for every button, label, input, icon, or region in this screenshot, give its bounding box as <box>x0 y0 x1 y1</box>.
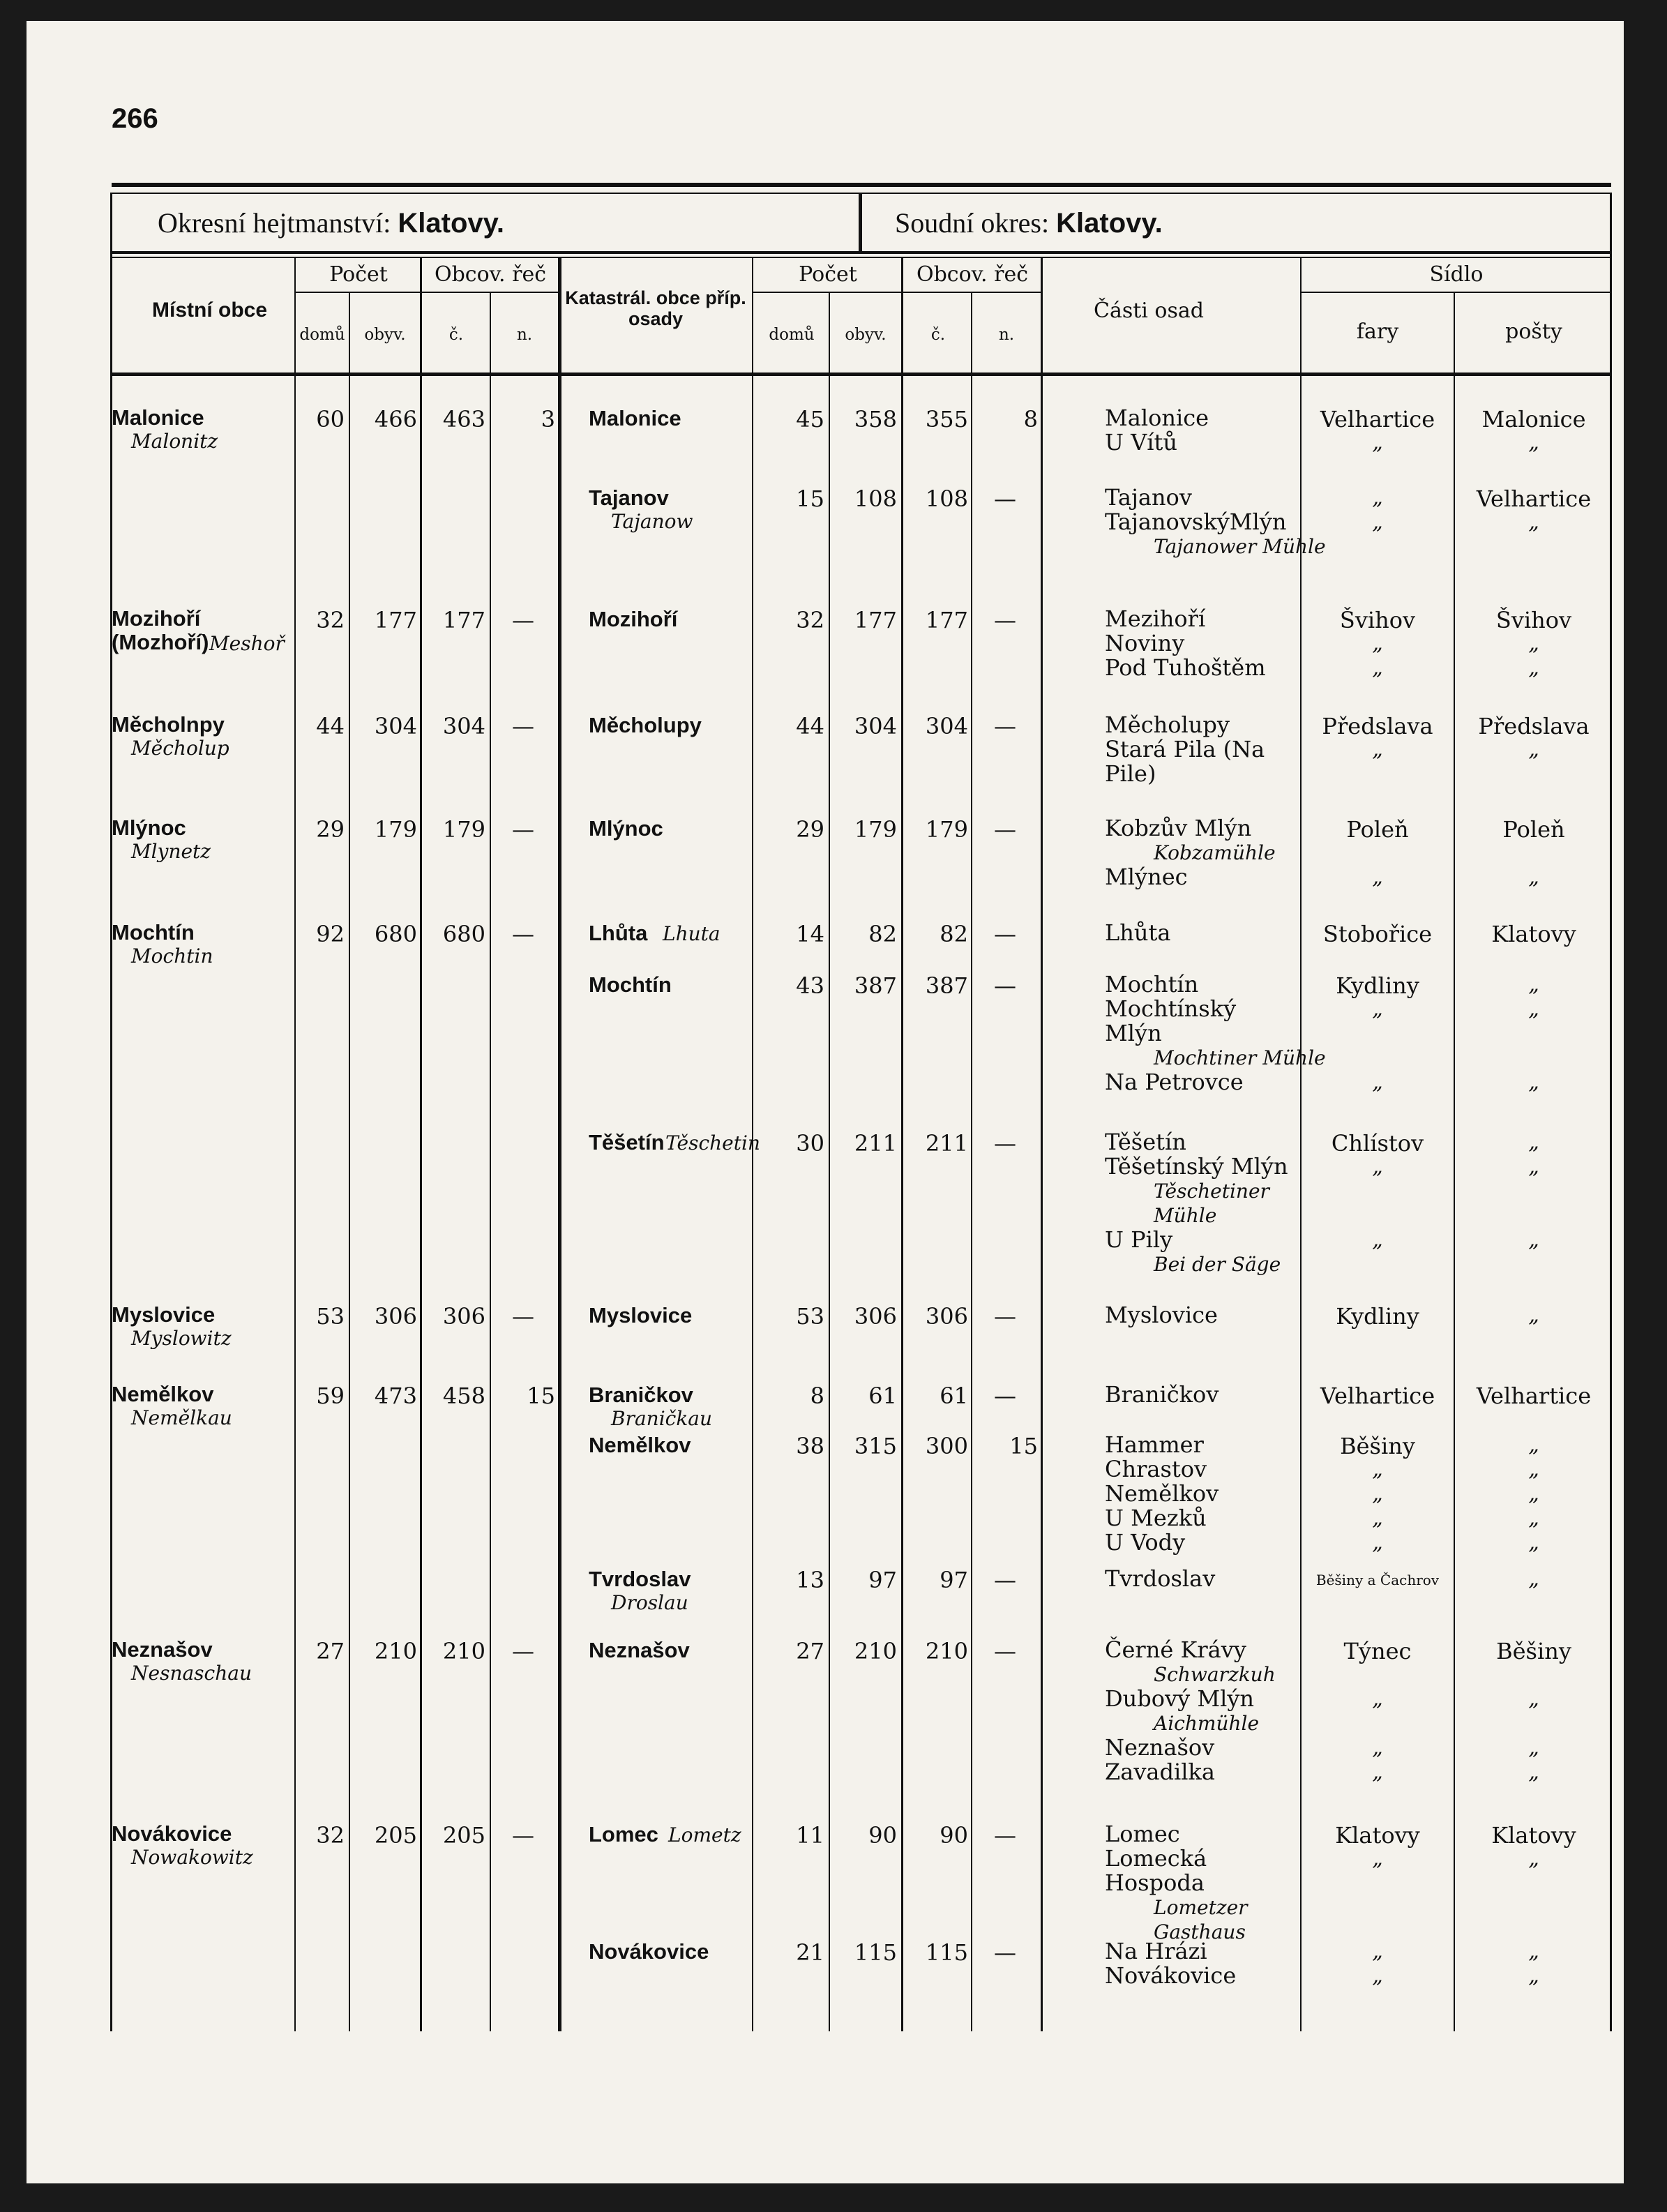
cad-inhabitants: 179 <box>854 816 897 843</box>
lang-czech: 177 <box>442 607 485 633</box>
settlement-part: Kobzův Mlýn <box>1105 815 1252 841</box>
col-obyv-1: obyv. <box>364 326 406 344</box>
title-rule-thin <box>112 257 1611 258</box>
parish-seat: „ <box>1372 997 1383 1021</box>
district-value: Klatovy. <box>398 208 505 239</box>
parish-seat: Předslava <box>1322 713 1433 739</box>
cadastral-german: Lhuta <box>663 922 721 945</box>
vline-left <box>110 193 112 2031</box>
parish-seat: „ <box>1372 510 1383 534</box>
settlement-part: Na Petrovce <box>1105 1069 1244 1095</box>
settlement-part-german: Těschetiner Mühle <box>1154 1180 1269 1227</box>
municipality-name: Myslovice <box>112 1302 216 1327</box>
post-seat: Poleň <box>1502 816 1565 843</box>
settlement-part: Těšetín <box>1105 1129 1186 1155</box>
settlement-part: Těšetínský Mlýn <box>1105 1153 1288 1180</box>
parish-seat: „ <box>1372 430 1383 455</box>
cad-czech: 300 <box>925 1433 968 1459</box>
cad-german: — <box>994 1822 1016 1849</box>
vline-4 <box>490 293 491 2031</box>
post-seat: Předslava <box>1478 713 1590 739</box>
cad-inhabitants: 358 <box>854 406 897 432</box>
parish-seat: Běšiny a Čachrov <box>1315 1572 1440 1588</box>
cad-inhabitants: 387 <box>854 972 897 999</box>
cad-czech: 304 <box>925 713 968 739</box>
post-seat: „ <box>1528 1687 1539 1711</box>
col-posty: pošty <box>1505 319 1562 344</box>
cad-houses: 32 <box>796 607 824 633</box>
court-value: Klatovy. <box>1056 208 1163 239</box>
settlement-part: Pod Tuhoštěm <box>1105 654 1266 681</box>
cad-inhabitants: 61 <box>868 1383 897 1409</box>
parish-seat: „ <box>1372 1736 1383 1760</box>
lang-german: — <box>512 816 534 843</box>
settlement-part: Lomec <box>1105 1821 1180 1847</box>
count-inhabitants: 304 <box>374 713 417 739</box>
cad-houses: 8 <box>810 1383 824 1409</box>
settlement-part: Na Hrázi <box>1105 1938 1207 1964</box>
post-seat: „ <box>1528 865 1539 889</box>
cad-houses: 27 <box>796 1638 824 1664</box>
municipality-name: Mochtín <box>112 920 195 945</box>
cad-houses: 14 <box>796 921 824 947</box>
vline-12 <box>1454 293 1455 2031</box>
cad-czech: 108 <box>925 486 968 512</box>
settlement-part: Lhůta <box>1105 919 1171 946</box>
post-seat: „ <box>1528 656 1539 680</box>
cad-czech: 90 <box>940 1822 968 1849</box>
post-seat: „ <box>1528 1567 1539 1591</box>
post-seat: „ <box>1528 1736 1539 1760</box>
parish-seat: Kydliny <box>1336 972 1419 999</box>
cadastral-name: Novákovice <box>589 1939 709 1964</box>
parish-seat: „ <box>1372 1760 1383 1784</box>
municipality-german: Mlynetz <box>131 840 211 863</box>
cad-inhabitants: 115 <box>854 1939 897 1966</box>
municipality-name: Neznašov <box>112 1637 213 1662</box>
settlement-part-german: Tajanower Mühle <box>1154 535 1326 558</box>
lang-german: — <box>512 1303 534 1330</box>
municipality-name: Malonice <box>112 405 204 430</box>
col-c-2: č. <box>930 326 946 344</box>
count-inhabitants: 179 <box>374 816 417 843</box>
top-rule <box>112 183 1611 187</box>
cad-houses: 45 <box>796 406 824 432</box>
settlement-part-german: Bei der Säge <box>1154 1253 1281 1276</box>
cad-german: 8 <box>1023 406 1038 432</box>
cad-inhabitants: 97 <box>868 1567 897 1593</box>
post-seat: „ <box>1528 1130 1539 1154</box>
cad-czech: 355 <box>925 406 968 432</box>
settlement-part: Mlýnec <box>1105 864 1188 890</box>
parish-seat: „ <box>1372 1964 1383 1988</box>
cad-houses: 38 <box>796 1433 824 1459</box>
cad-german: — <box>994 1638 1016 1664</box>
col-fary: fary <box>1356 319 1399 344</box>
lang-german: — <box>512 921 534 947</box>
post-seat: Malonice <box>1481 406 1586 432</box>
settlement-part: Dubový Mlýn <box>1105 1685 1255 1712</box>
cadastral-name: Nemělkov <box>589 1433 691 1457</box>
municipality-german: Měcholup <box>131 737 229 760</box>
cad-houses: 21 <box>796 1939 824 1966</box>
parish-seat: „ <box>1372 1687 1383 1711</box>
cad-czech: 82 <box>940 921 968 947</box>
post-seat: „ <box>1528 631 1539 656</box>
vline-2 <box>349 293 350 2031</box>
lang-czech: 458 <box>442 1383 485 1409</box>
cad-inhabitants: 306 <box>854 1303 897 1330</box>
cadastral-name: Lomec <box>589 1822 658 1846</box>
cad-houses: 15 <box>796 486 824 512</box>
col-casti-osad: Části osad <box>1094 299 1204 323</box>
count-houses: 53 <box>316 1303 345 1330</box>
cadastral-german: Droslau <box>611 1591 688 1614</box>
parish-seat: „ <box>1372 1506 1383 1530</box>
cad-inhabitants: 177 <box>854 607 897 633</box>
municipality-name: Měcholnpy <box>112 712 225 737</box>
cad-czech: 306 <box>925 1303 968 1330</box>
count-houses: 32 <box>316 607 345 633</box>
cad-czech: 211 <box>925 1130 968 1157</box>
parish-seat: Týnec <box>1343 1638 1412 1664</box>
settlement-part: Neznašov <box>1105 1734 1215 1761</box>
parish-seat: Poleň <box>1346 816 1409 843</box>
parish-seat: „ <box>1372 1228 1383 1252</box>
municipality-german: Meshoř <box>209 632 285 655</box>
post-seat: „ <box>1528 1964 1539 1988</box>
post-seat: „ <box>1528 737 1539 762</box>
col-pocet-2: Počet <box>799 262 857 287</box>
settlement-part: Tajanov <box>1105 484 1192 511</box>
hdr-sub-rule-1 <box>294 292 559 293</box>
settlement-part: Mezihoří <box>1105 605 1206 632</box>
post-seat: „ <box>1528 1433 1539 1457</box>
cad-german: — <box>994 1303 1016 1330</box>
court-label: Soudní okres: <box>895 207 1050 239</box>
parish-seat: „ <box>1372 1530 1383 1555</box>
lang-czech: 304 <box>442 713 485 739</box>
cad-houses: 29 <box>796 816 824 843</box>
post-seat: Klatovy <box>1491 921 1576 947</box>
col-obcov-2: Obcov. řeč <box>916 262 1029 287</box>
municipality-german: Nemělkau <box>131 1406 232 1429</box>
cad-german: — <box>994 1939 1016 1966</box>
settlement-part-german: Lometzer Gasthaus <box>1154 1896 1248 1943</box>
cadastral-name: Myslovice <box>589 1303 693 1327</box>
settlement-part: Tvrdoslav <box>1105 1565 1216 1592</box>
cad-german: — <box>994 607 1016 633</box>
vline-5 <box>558 258 561 2031</box>
post-seat: Běšiny <box>1496 1638 1571 1664</box>
cad-houses: 53 <box>796 1303 824 1330</box>
parish-seat: „ <box>1372 1070 1383 1094</box>
post-seat: „ <box>1528 997 1539 1021</box>
vline-7 <box>829 293 830 2031</box>
parish-seat: „ <box>1372 1846 1383 1871</box>
post-seat: „ <box>1528 510 1539 534</box>
count-houses: 60 <box>316 406 345 432</box>
post-seat: Velhartice <box>1476 486 1592 512</box>
settlement-part-german: Mochtiner Mühle <box>1154 1046 1326 1069</box>
count-houses: 59 <box>316 1383 345 1409</box>
lang-czech: 680 <box>442 921 485 947</box>
count-inhabitants: 177 <box>374 607 417 633</box>
cadastral-name: Neznašov <box>589 1638 690 1662</box>
cad-houses: 43 <box>796 972 824 999</box>
col-obyv-2: obyv. <box>845 326 887 344</box>
settlement-part: Zavadilka <box>1105 1759 1215 1785</box>
post-seat: Švihov <box>1495 607 1572 633</box>
settlement-part: Mochtín <box>1105 971 1199 998</box>
parish-seat: „ <box>1372 1154 1383 1179</box>
cadastral-german: Těschetin <box>665 1131 760 1154</box>
cad-inhabitants: 315 <box>854 1433 897 1459</box>
cadastral-name: Mochtín <box>589 972 672 997</box>
col-n-2: n. <box>998 326 1015 344</box>
settlement-part: Malonice <box>1105 405 1209 431</box>
count-houses: 27 <box>316 1638 345 1664</box>
settlement-part: Noviny <box>1105 630 1185 656</box>
cad-inhabitants: 82 <box>868 921 897 947</box>
cad-inhabitants: 211 <box>854 1130 897 1157</box>
col-obcov-1: Obcov. řeč <box>434 262 547 287</box>
cad-czech: 61 <box>940 1383 968 1409</box>
cad-czech: 387 <box>925 972 968 999</box>
cad-german: — <box>994 1383 1016 1409</box>
municipality-name: Mlýnoc <box>112 815 186 840</box>
parish-seat: „ <box>1372 865 1383 889</box>
count-inhabitants: 306 <box>374 1303 417 1330</box>
settlement-part: U Mezků <box>1105 1505 1207 1531</box>
settlement-part: Lomecká Hospoda <box>1105 1845 1207 1896</box>
count-houses: 92 <box>316 921 345 947</box>
lang-czech: 205 <box>442 1822 485 1849</box>
municipality-name: Mozihoří (Mozhoří) <box>112 606 209 654</box>
settlement-part: Hammer <box>1105 1431 1204 1458</box>
settlement-part-german: Aichmühle <box>1154 1712 1260 1735</box>
cad-german: 15 <box>1009 1433 1038 1459</box>
settlement-part-german: Kobzamühle <box>1154 841 1276 864</box>
cadastral-name: Lhůta <box>589 921 648 945</box>
post-seat: „ <box>1528 1303 1539 1327</box>
count-houses: 32 <box>316 1822 345 1849</box>
col-pocet-1: Počet <box>329 262 388 287</box>
count-inhabitants: 680 <box>374 921 417 947</box>
cad-german: — <box>994 486 1016 512</box>
cad-inhabitants: 108 <box>854 486 897 512</box>
title-rule <box>112 251 1611 254</box>
post-seat: „ <box>1528 1154 1539 1179</box>
parish-seat: Klatovy <box>1335 1822 1420 1849</box>
cad-houses: 30 <box>796 1130 824 1157</box>
lang-german: — <box>512 1638 534 1664</box>
municipality-german: Nowakowitz <box>131 1846 253 1869</box>
lang-czech: 306 <box>442 1303 485 1330</box>
cadastral-name: Mlýnoc <box>589 816 663 841</box>
district-title <box>158 206 504 239</box>
settlement-part: Měcholupy <box>1105 712 1230 738</box>
post-seat: „ <box>1528 1530 1539 1555</box>
parish-seat: „ <box>1372 1457 1383 1482</box>
header-bottom-rule <box>112 373 1611 376</box>
post-seat: Velhartice <box>1476 1383 1592 1409</box>
cadastral-name: Braničkov <box>589 1383 693 1407</box>
page-number: 266 <box>112 103 158 134</box>
post-seat: Klatovy <box>1491 1822 1576 1849</box>
col-domu-1: domů <box>299 326 345 344</box>
settlement-part: Černé Krávy <box>1105 1637 1246 1663</box>
cad-german: — <box>994 1130 1016 1157</box>
count-houses: 29 <box>316 816 345 843</box>
hdr-sub-rule-3 <box>1300 292 1611 293</box>
parish-seat: Švihov <box>1339 607 1416 633</box>
col-domu-2: domů <box>769 326 815 344</box>
settlement-part: Braničkov <box>1105 1381 1219 1408</box>
cadastral-name: Tvrdoslav <box>589 1567 691 1591</box>
count-inhabitants: 210 <box>374 1638 417 1664</box>
post-seat: „ <box>1528 1760 1539 1784</box>
parish-seat: „ <box>1372 737 1383 762</box>
cad-german: — <box>994 921 1016 947</box>
settlement-part-german: Schwarzkuh <box>1154 1663 1276 1686</box>
settlement-part: Myslovice <box>1105 1302 1218 1328</box>
post-seat: „ <box>1528 1846 1539 1871</box>
post-seat: „ <box>1528 1457 1539 1482</box>
cad-houses: 44 <box>796 713 824 739</box>
lang-czech: 210 <box>442 1638 485 1664</box>
municipality-name: Nemělkov <box>112 1382 214 1406</box>
post-seat: „ <box>1528 1939 1539 1964</box>
settlement-part: Novákovice <box>1105 1962 1237 1989</box>
cad-german: — <box>994 816 1016 843</box>
lang-german: 3 <box>541 406 555 432</box>
lang-german: — <box>512 713 534 739</box>
settlement-part: U Vody <box>1105 1529 1186 1556</box>
parish-seat: Velhartice <box>1320 406 1435 432</box>
vline-9 <box>971 293 972 2031</box>
court-title <box>895 206 1163 239</box>
parish-seat: „ <box>1372 656 1383 680</box>
cad-inhabitants: 90 <box>868 1822 897 1849</box>
col-sidlo: Sídlo <box>1429 262 1484 287</box>
cadastral-name: Malonice <box>589 406 681 430</box>
municipality-german: Nesnaschau <box>131 1662 252 1685</box>
lang-czech: 463 <box>442 406 485 432</box>
cad-inhabitants: 210 <box>854 1638 897 1664</box>
municipality-german: Malonitz <box>131 430 218 453</box>
col-n-1: n. <box>516 326 533 344</box>
cad-houses: 13 <box>796 1567 824 1593</box>
cad-german: — <box>994 713 1016 739</box>
lang-german: — <box>512 1822 534 1849</box>
cadastral-name: Měcholupy <box>589 713 702 737</box>
municipality-name: Novákovice <box>112 1821 232 1846</box>
parish-seat: Stobořice <box>1322 921 1433 947</box>
count-inhabitants: 473 <box>374 1383 417 1409</box>
parish-seat: „ <box>1372 486 1383 510</box>
parish-seat: Velhartice <box>1320 1383 1435 1409</box>
settlement-part: Mochtínský Mlýn <box>1105 995 1237 1046</box>
cad-inhabitants: 304 <box>854 713 897 739</box>
col-mistni-obce: Místní obce <box>152 299 268 322</box>
lang-czech: 179 <box>442 816 485 843</box>
vline-1 <box>294 258 296 2031</box>
parish-seat: Kydliny <box>1336 1303 1419 1330</box>
parish-seat: Běšiny <box>1340 1433 1415 1459</box>
lang-german: 15 <box>527 1383 555 1409</box>
settlement-part: Stará Pila (Na Pile) <box>1105 736 1265 787</box>
count-inhabitants: 205 <box>374 1822 417 1849</box>
settlement-part: TajanovskýMlýn <box>1105 509 1287 535</box>
district-label: Okresní hejtmanství: <box>158 207 391 239</box>
post-seat: „ <box>1528 1506 1539 1530</box>
post-seat: „ <box>1528 1070 1539 1094</box>
settlement-part: Chrastov <box>1105 1456 1207 1482</box>
cadastral-name: Mozihoří <box>589 607 678 631</box>
post-seat: „ <box>1528 1482 1539 1506</box>
cadastral-name: Tajanov <box>589 486 669 510</box>
vline-10 <box>1041 258 1043 2031</box>
cadastral-german: Braničkau <box>611 1407 713 1430</box>
post-seat: „ <box>1528 1228 1539 1252</box>
parish-seat: „ <box>1372 1482 1383 1506</box>
cadastral-german: Tajanow <box>611 510 693 533</box>
post-seat: „ <box>1528 430 1539 455</box>
cad-czech: 177 <box>925 607 968 633</box>
hdr-sub-rule-2 <box>753 292 1042 293</box>
cad-german: — <box>994 1567 1016 1593</box>
post-seat: „ <box>1528 972 1539 997</box>
cadastral-name: Těšetín <box>589 1130 665 1154</box>
cad-czech: 210 <box>925 1638 968 1664</box>
settlement-part: U Vítů <box>1105 429 1177 456</box>
header-divider <box>859 193 862 251</box>
municipality-german: Myslowitz <box>131 1327 232 1350</box>
vline-3 <box>420 258 422 2031</box>
page <box>27 21 1624 2183</box>
col-c-1: č. <box>448 326 464 344</box>
parish-seat: „ <box>1372 1939 1383 1964</box>
municipality-german: Mochtin <box>131 945 213 968</box>
vline-8 <box>901 258 903 2031</box>
settlement-part: U Pily <box>1105 1226 1173 1253</box>
parish-seat: „ <box>1372 631 1383 656</box>
lang-german: — <box>512 607 534 633</box>
cad-german: — <box>994 972 1016 999</box>
cad-czech: 115 <box>925 1939 968 1966</box>
cad-houses: 11 <box>796 1822 824 1849</box>
parish-seat: Chlístov <box>1331 1130 1424 1157</box>
cadastral-german: Lometz <box>668 1823 741 1846</box>
settlement-part: Nemělkov <box>1105 1480 1219 1507</box>
count-inhabitants: 466 <box>374 406 417 432</box>
cad-czech: 179 <box>925 816 968 843</box>
count-houses: 44 <box>316 713 345 739</box>
col-katastral: Katastrál. obce příp. osady <box>565 287 746 329</box>
cad-czech: 97 <box>940 1567 968 1593</box>
